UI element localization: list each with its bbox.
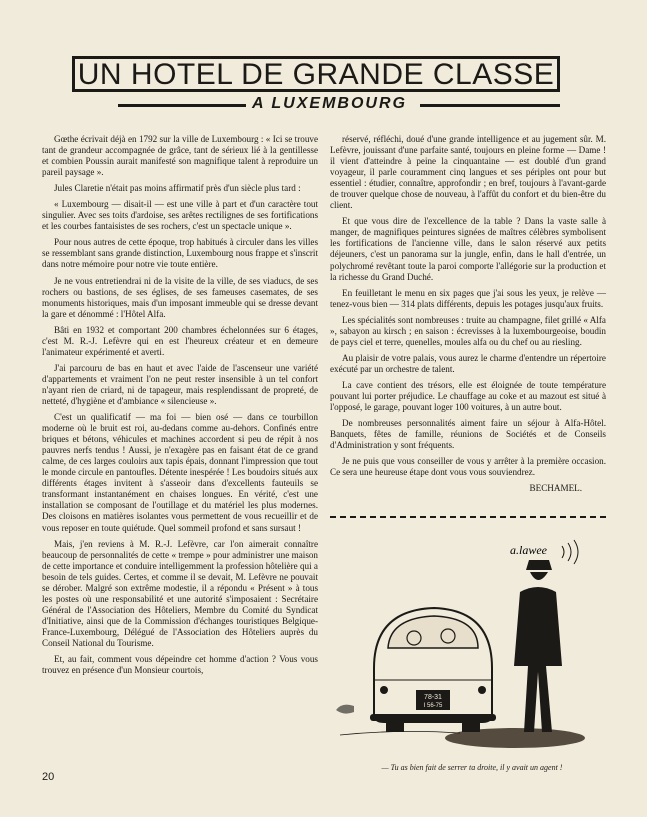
paragraph: « Luxembourg — disait-il — est une ville à part et d'un caractère tout singulier. Avec ses toits d'ardoise, ses arêtes rectilignes de ses fortifications et les courbes fantaisistes de ses rochers, c'est un spectacle unique ». <box>42 199 318 232</box>
paragraph: La cave contient des trésors, elle est éloignée de toute température pouvant lui porter préjudice. Le chauffage au coke et au mazout est situé à l'opposé, le garage, pouvant loger 100 voitures, à un autre bout. <box>330 379 606 413</box>
paragraph: Je ne puis que vous conseiller de vous y arrêter à la première occasion. Ce sera une heureuse étape dont vous vous souviendrez. <box>330 456 606 478</box>
left-column <box>42 134 318 681</box>
paragraph: Je ne vous entretiendrai ni de la visite de la ville, de ses viaducs, de ses rochers ou bastions, de ses églises, de ses fameuses casemates, de ses monuments historiques, mais d'un imposant immeuble qui se dresse devant la gare et dénommé : l'Hôtel Alfa. <box>42 275 318 319</box>
license-plate-line-1: 78-31 <box>424 694 442 701</box>
paragraph: C'est un qualificatif — ma foi — bien osé — dans ce tourbillon moderne où le bruit est roi, au-dedans comme au-dehors. Confinés entre briques et bétons, véhicules et machines accordent si peu de répit à nos pauvres nerfs tendus ! Aussi, je n'exagère pas en faisant état de ce grand calme, de ces larges couloirs aux tapis épais, donnant l'impression que tout le monde circule en pantoufles. Détente inespérée ! Les boudoirs situés aux différents étages invitent à s'asseoir dans d'excellents fauteuils se transformant instantanément en chaises longues. En vérité, c'est une installation se composant de l'outillage et du matériel les plus modernes. Des cloisons en matières isolantes vous permettent de vous recueillir et de vous reposer en toute quiétude. Quel sommeil profond et sans sursaut ! <box>42 412 318 533</box>
page-number: 20 <box>42 771 55 783</box>
policeman-body <box>514 587 562 666</box>
exhaust-smoke <box>336 705 354 714</box>
sound-waves-icon <box>562 540 578 564</box>
subtitle-rule-left <box>118 104 246 107</box>
tail-light-right <box>478 686 486 694</box>
paragraph: En feuilletant le menu en six pages que j'ai sous les yeux, je relève — tenez-vous bien — 314 plats différents, depuis les potages jusqu'aux fruits. <box>330 287 606 309</box>
paragraph: Et que vous dire de l'excellence de la table ? Dans la vaste salle à manger, de magnifiques peintures signées de maîtres célèbres symbolisent les fortifications de l'ancienne ville, dans le salon réservé aux petits déjeuners, c'est un panorama sur la jungle, enfin, dans le hall d'entrée, un polychromé revêtant toute la paroi comporte l'allégorie sur la production et la richesse du Grand Duché. <box>330 216 606 282</box>
paragraph: Mais, j'en reviens à M. R.-J. Lefèvre, car l'on aimerait connaître beaucoup de personnalités de cette « trempe » pour administrer une maison de cette importance et conduire intelligemment la profession hôtelière qui a besoin de tels guides. Certes, et comme il se devait, M. Lefèvre ne pouvait se dérober. Malgré son extrême modestie, il a répondu « Présent » à tous les postes où une responsabilité et une autorité s'imposaient : Secrétaire Général de l'Association des Hôteliers, Membre du Comité du Syndicat d'Initiative, ainsi que de la Commission d'échanges touristiques Belgique-France-Luxembourg, Délégué de l'Association des Hôteliers auprès du Conseil National du Tourisme. <box>42 538 318 648</box>
subtitle-rule-right <box>420 104 560 107</box>
right-column <box>330 134 606 499</box>
policeman-legs <box>524 666 552 732</box>
artist-signature: a.lawee <box>510 543 547 557</box>
author-signature: BECHAMEL. <box>529 483 582 494</box>
article-title: UN HOTEL DE GRANDE CLASSE <box>77 58 555 91</box>
cartoon-caption: — Tu as bien fait de serrer ta droite, il y avait un agent ! <box>381 763 563 772</box>
paragraph: De nombreuses personnalités aiment faire un séjour à Alfa-Hôtel. Banquets, fêtes de famille, réunions de Sociétés et de Conseils d'Administration y sont fréquents. <box>330 418 606 451</box>
paragraph: Au plaisir de votre palais, vous aurez le charme d'entendre un répertoire exécuté par un orchestre de talent. <box>330 352 606 374</box>
paragraph: Jules Claretie n'était pas moins affirmatif près d'un siècle plus tard : <box>54 183 301 194</box>
paragraph: Pour nous autres de cette époque, trop habitués à circuler dans les villes se ressemblant sans grande distinction, Luxembourg nous frappe et s'inscrit dans notre mémoire pour notre vie toute entière. <box>42 237 318 270</box>
article-subtitle: A LUXEMBOURG <box>252 95 407 112</box>
cartoon-illustration <box>330 530 606 760</box>
paragraph: Bâti en 1932 et comportant 200 chambres échelonnées sur 6 étages, c'est M. R.-J. Lefèvre qui en est l'heureux créateur et en demeure l'animateur expérimenté et averti. <box>42 324 318 357</box>
car-bumper <box>370 714 496 721</box>
tail-light-left <box>380 686 388 694</box>
wheel-right <box>462 720 480 732</box>
license-plate-line-2: I 56-75 <box>423 703 443 709</box>
dashed-divider <box>330 516 606 520</box>
wheel-left <box>386 720 404 732</box>
paragraph: réservé, réfléchi, doué d'une grande intelligence et au jugement sûr. M. Lefèvre, jouissant d'une parfaite santé, toujours en pleine forme — Dame ! il vient d'atteindre à peine la cinquantaine — est doublé d'un grand voyageur, il parle couramment cinq langues et ses périples ont pour but essentiel : étudier, connaître, approfondir ; en bref, toujours à l'avant-garde de trouver quelque chose de nouveau, à l'affût du confort et du bien-être du client. <box>330 134 606 211</box>
paragraph: J'ai parcouru de bas en haut et avec l'aide de l'ascenseur une variété d'appartements et vraiment l'on ne peut rester insensible à un tel confort n'ayant rien de criard, ni de tapageur, mais resplendissant de propreté, de netteté, d'hygiène et d'ambiance « silencieuse ». <box>42 362 318 406</box>
paragraph: Les spécialités sont nombreuses : truite au champagne, filet grillé « Alfa », sabayon au kirsch ; en saison : écrevisses à la luxembourgeoise, boudin de pays ciel et terre, quenelles, moules alfa ou du chef ou au riesling. <box>330 314 606 347</box>
paragraph: Et, au fait, comment vous dépeindre cet homme d'action ? Vous vous trouvez en présence d'un Monsieur courtois, <box>42 654 318 676</box>
paragraph: Gœthe écrivait déjà en 1792 sur la ville de Luxembourg : « Ici se trouve tant de grandeur accompagnée de grâce, tant de sérieux lié à la gentillesse et combien Poussin aurait manifesté son magnifique talent à reproduire un pareil paysage ». <box>42 134 318 178</box>
policeman-head <box>530 572 548 580</box>
policeman-cap <box>526 560 552 570</box>
